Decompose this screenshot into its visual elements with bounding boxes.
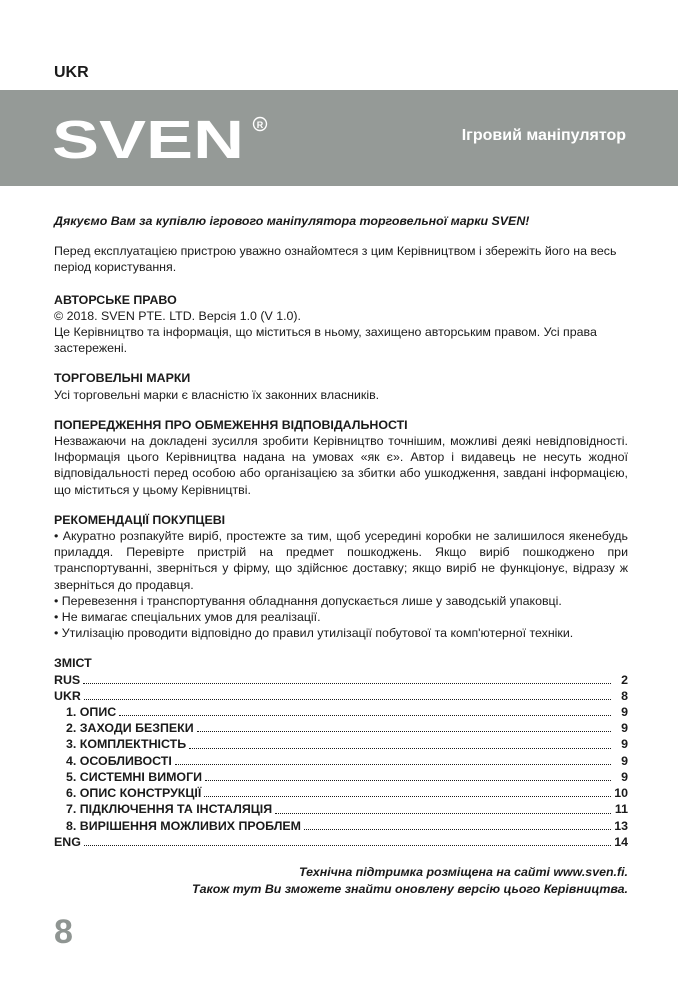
toc-row-construction[interactable] (54, 785, 628, 801)
toc-page: 9 (621, 721, 628, 736)
toc-label: 7. ПІДКЛЮЧЕННЯ ТА ІНСТАЛЯЦІЯ (66, 802, 273, 817)
support-note (192, 864, 628, 898)
svg-text:R: R (256, 120, 264, 130)
toc-leader (197, 730, 611, 732)
copyright-heading: АВТОРСЬКЕ ПРАВО (54, 292, 177, 307)
toc-row-description[interactable] (54, 704, 628, 720)
toc-page: 2 (621, 672, 628, 687)
toc-label: 8. ВИРІШЕННЯ МОЖЛИВИХ ПРОБЛЕМ (66, 818, 301, 833)
toc-page: 13 (614, 818, 628, 833)
toc-page: 9 (621, 753, 628, 768)
toc-leader (119, 714, 611, 716)
toc-page: 9 (621, 737, 628, 752)
toc-page: 9 (621, 705, 628, 720)
toc-row-rus[interactable] (54, 672, 628, 688)
toc-row-features[interactable] (54, 753, 628, 769)
recommendation-item: • Утилізацію проводити відповідно до правил утилізації побутової та комп'ютерної техніки. (54, 626, 574, 641)
logo-wordmark: SVEN (52, 114, 244, 164)
toc-leader (189, 747, 611, 749)
toc-page: 14 (614, 834, 628, 849)
toc-row-connection[interactable] (54, 801, 628, 817)
toc-page: 10 (614, 786, 628, 801)
toc-label: 1. ОПИС (66, 705, 117, 720)
recommendation-item: • Акуратно розпакуйте виріб, простежте за тим, щоб усередині коробки не залишилося якенебудь приладдя. Перевірте пристрій на предмет пошкоджень. Якщо виріб пошкоджено при транспортуванні, зверніться у фірму, що здійснює доставку; якщо виріб не функціонує, відразу ж зверніться до продавця. (54, 529, 628, 592)
copyright-line: © 2018. SVEN PTE. LTD. Версія 1.0 (V 1.0). (54, 308, 302, 323)
toc-row-eng[interactable] (54, 834, 628, 850)
recommendation-item: • Не вимагає спеціальних умов для реалізації. (54, 610, 321, 625)
toc-leader (204, 795, 611, 797)
thanks-line: Дякуємо Вам за купівлю ігрового маніпулятора торговельної марки SVEN! (54, 214, 530, 228)
toc-label: 4. ОСОБЛИВОСТІ (66, 753, 172, 768)
trademarks-text: Усі торговельні марки є власністю їх законних власників. (54, 387, 380, 402)
copyright-section (54, 292, 628, 357)
toc-label: ENG (54, 834, 81, 849)
product-title: Ігровий маніпулятор (461, 127, 626, 144)
copyright-text: Це Керівництво та інформація, що міститься в ньому, захищено авторським правом. Усі права застережені. (54, 325, 597, 356)
toc-row-ukr[interactable] (54, 688, 628, 704)
toc-row-system-requirements[interactable] (54, 769, 628, 785)
toc-leader (275, 812, 611, 814)
table-of-contents (54, 655, 628, 849)
toc-row-safety[interactable] (54, 720, 628, 736)
toc-page: 11 (614, 802, 628, 817)
toc-leader (84, 844, 611, 846)
toc-leader (175, 763, 611, 765)
language-tag: UKR (54, 64, 89, 81)
toc-row-package-contents[interactable] (54, 736, 628, 752)
toc-label: RUS (54, 672, 81, 687)
trademarks-section (54, 370, 628, 402)
intro-text: Перед експлуатацією пристрою уважно ознайомтеся з цим Керівництвом і збережіть його на весь період користування. (54, 244, 617, 275)
disclaimer-section (54, 417, 628, 498)
toc-page: 9 (621, 769, 628, 784)
support-line: Також тут Ви зможете знайти оновлену версію цього Керівництва. (192, 882, 628, 896)
sven-logo (52, 114, 274, 164)
toc-label: 2. ЗАХОДИ БЕЗПЕКИ (66, 721, 194, 736)
recommendations-section (54, 512, 628, 642)
toc-label: 5. СИСТЕМНІ ВИМОГИ (66, 769, 203, 784)
toc-label: 3. КОМПЛЕКТНІСТЬ (66, 737, 187, 752)
toc-label: UKR (54, 688, 81, 703)
toc-leader (304, 828, 611, 830)
toc-leader (83, 682, 611, 684)
document-body (54, 213, 628, 850)
toc-leader (205, 779, 611, 781)
toc-page: 8 (621, 688, 628, 703)
disclaimer-heading: ПОПЕРЕДЖЕННЯ ПРО ОБМЕЖЕННЯ ВІДПОВІДАЛЬНОСТІ (54, 417, 408, 432)
toc-leader (84, 698, 611, 700)
recommendations-heading: РЕКОМЕНДАЦІЇ ПОКУПЦЕВІ (54, 512, 226, 527)
toc-row-troubleshooting[interactable] (54, 818, 628, 834)
toc-heading: ЗМІСТ (54, 656, 92, 671)
recommendation-item: • Перевезення і транспортування обладнання допускається лише у заводській упаковці. (54, 593, 562, 608)
disclaimer-text: Незважаючи на докладені зусилля зробити Керівництво точнішим, можливі деякі невідповідності. Інформація цього Керівництва надана на умовах «як є». Автор і видавець не несуть жодної відповідальності перед особою або організацією за збитки або ушкодження, завдані інформацією, що міститься у цьому Керівництві. (54, 434, 628, 497)
toc-label: 6. ОПИС КОНСТРУКЦІЇ (66, 786, 202, 801)
support-line: Технічна підтримка розміщена на сайті www.sven.fi. (299, 865, 628, 879)
trademarks-heading: ТОРГОВЕЛЬНІ МАРКИ (54, 371, 191, 386)
page-number: 8 (54, 913, 73, 951)
